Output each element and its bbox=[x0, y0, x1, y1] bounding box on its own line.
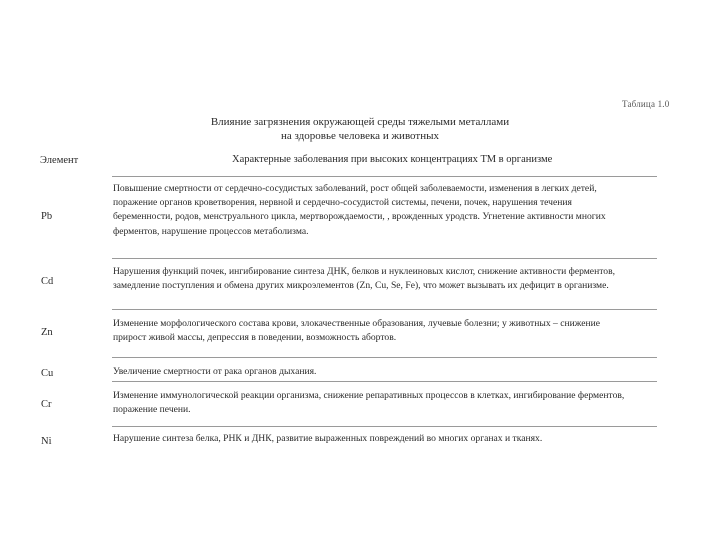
column-header-element: Элемент bbox=[40, 155, 79, 166]
element-symbol-cu: Cu bbox=[41, 368, 54, 379]
row-separator bbox=[112, 357, 657, 358]
element-description-cr: Изменение иммунологической реакции организма, снижение репаративных процессов в клетках, ингибирование ферментов, поражение печени. bbox=[113, 390, 625, 416]
row-separator bbox=[112, 176, 657, 177]
element-symbol-cd: Cd bbox=[41, 276, 54, 287]
row-separator bbox=[112, 258, 657, 259]
element-description-pb: Повышение смертности от сердечно-сосудистых заболеваний, рост общей заболеваемости, изменения в легких детей, поражение органов кроветворения, нервной и сердечно-сосудистой системы, печени, почек, нарушения течения беременности, родов, менструального цикла, мертворождаемости, , врожденных уродств. Угнетение активности многих ферментов, нарушение процессов метаболизма. bbox=[113, 183, 606, 237]
element-symbol-zn: Zn bbox=[41, 327, 53, 338]
element-symbol-cr: Cr bbox=[41, 399, 52, 410]
element-symbol-ni: Ni bbox=[41, 436, 52, 447]
element-symbol-pb: Pb bbox=[41, 211, 53, 222]
row-separator bbox=[112, 426, 657, 427]
column-header-description: Характерные заболевания при высоких концентрациях ТМ в организме bbox=[232, 154, 553, 165]
table-title-line-2: на здоровье человека и животных bbox=[280, 130, 439, 142]
table-number-label: Таблица 1.0 bbox=[622, 99, 670, 109]
row-separator bbox=[112, 381, 657, 382]
row-separator bbox=[112, 309, 657, 310]
element-description-cd: Нарушения функций почек, ингибирование синтеза ДНК, белков и нуклеиновых кислот, снижение активности ферментов, замедление поступления и обмена других микроэлементов (Zn, Cu, Se, Fe), что может вызывать их дефицит в организме. bbox=[113, 266, 615, 292]
element-description-zn: Изменение морфологического состава крови, злокачественные образования, лучевые болезни; у животных – снижение прирост живой массы, депрессия в поведении, возможность абортов. bbox=[113, 318, 601, 344]
element-description-cu: Увеличение смертности от рака органов дыхания. bbox=[113, 366, 317, 377]
element-description-ni: Нарушение синтеза белка, РНК и ДНК, развитие выраженных повреждений во многих органах и тканях. bbox=[113, 433, 543, 444]
table-title-line-1: Влияние загрязнения окружающей среды тяжелыми металлами bbox=[210, 116, 510, 128]
